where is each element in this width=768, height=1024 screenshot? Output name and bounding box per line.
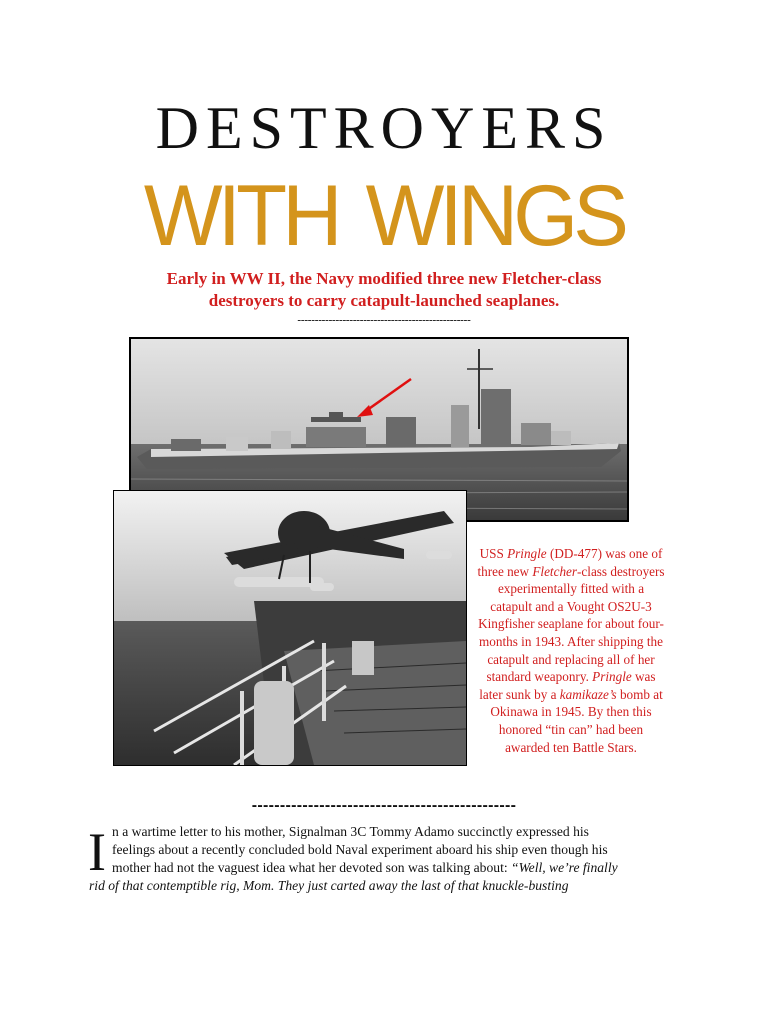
- seaplane-photo-illustration: [114, 491, 466, 765]
- caption-text-3: -class destroyers experimentally fitted with a catapult and a Vought OS2U-3 Kingfisher seaplane for about four-months in 1943. After shipping the catapult and replacing all of her standard weaponry.: [478, 563, 665, 685]
- seaplane-photo: [113, 490, 467, 766]
- article-line-3-italic: “Well, we’re finally: [511, 860, 618, 875]
- article-line-3: [92, 859, 692, 877]
- separator-small: --------------------------------------------------: [297, 314, 471, 326]
- caption-text-4: was later sunk by a: [479, 669, 656, 702]
- photo-caption: [476, 545, 666, 756]
- caption-text-1: USS: [479, 546, 508, 561]
- article-body: [89, 823, 692, 895]
- title-destroyers: DESTROYERS: [155, 95, 613, 161]
- subtitle-line-1: Early in WW II, the Navy modified three new Fletcher-class: [166, 269, 602, 288]
- article-line-2: feelings about a recently concluded bold Naval experiment aboard his ship even though his: [112, 842, 608, 857]
- caption-ship-name-2: Pringle: [592, 669, 632, 685]
- caption-text-5: bomb at Okinawa in 1945. By then this honored “tin can” had been awarded ten Battle Stars.: [490, 686, 663, 755]
- subtitle-line-2: destroyers to carry catapult-launched seaplanes.: [208, 291, 560, 310]
- caption-kamikaze: kamikaze’s: [559, 686, 617, 702]
- caption-text-2: (DD-477) was one of three new: [477, 546, 663, 579]
- title-with-wings: WITH WINGS: [143, 168, 625, 264]
- caption-class-name: Fletcher: [532, 563, 578, 579]
- article-line-3-plain: mother had not the vaguest idea what her devoted son was talking about:: [112, 860, 512, 875]
- drop-cap: I: [88, 822, 106, 882]
- article-line-4-italic: rid of that contemptible rig, Mom. They just carted away the last of that knuckle-busting: [89, 878, 569, 893]
- subtitle: [100, 268, 668, 312]
- separator-large: -----------------------------------------------: [251, 797, 517, 814]
- article-line-1: n a wartime letter to his mother, Signalman 3C Tommy Adamo succinctly expressed his: [112, 824, 589, 839]
- article-line-4: [89, 877, 692, 895]
- caption-ship-name: Pringle: [507, 546, 547, 561]
